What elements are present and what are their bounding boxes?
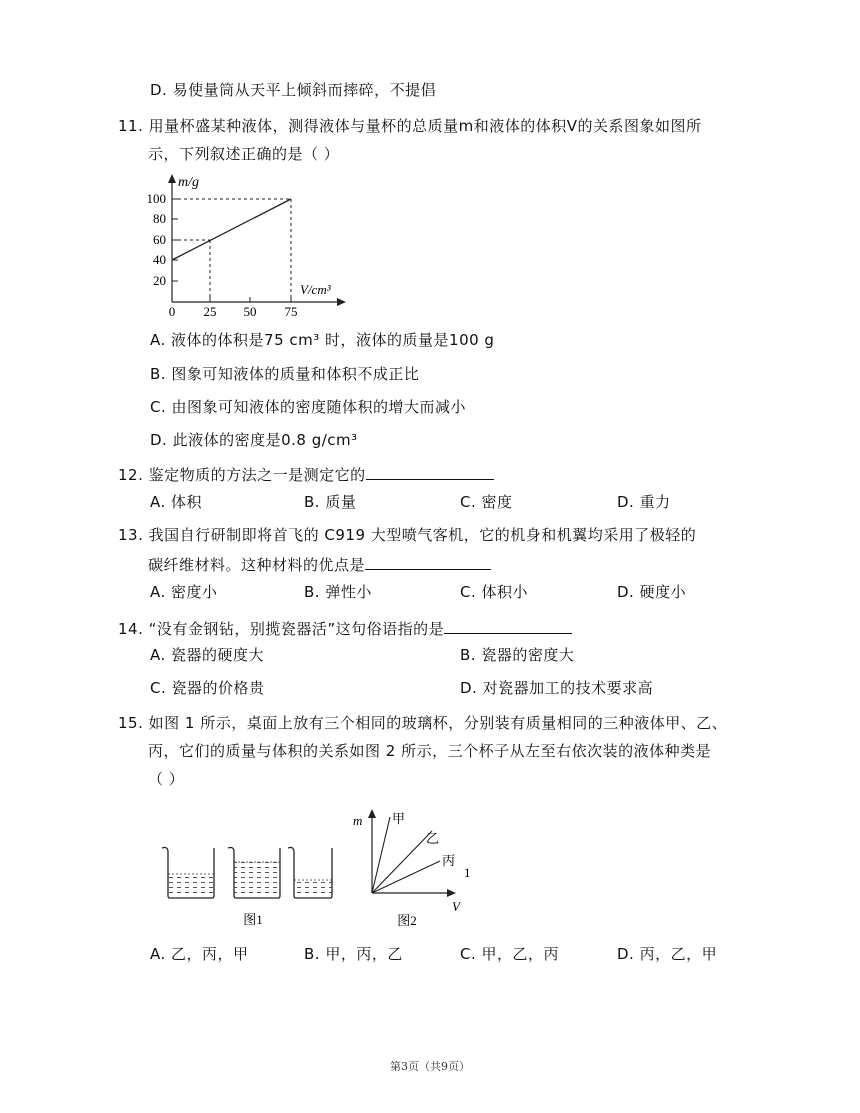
q10-option-d: D. 易使量筒从天平上倾斜而摔碎，不提倡 xyxy=(150,81,437,99)
q14-stem-text: “没有金钢钻，别揽瓷器活”这句俗语指的是 xyxy=(148,620,445,638)
q15-fig2-caption: 图2 xyxy=(397,913,417,928)
q11-x-label: V/cm³ xyxy=(300,282,331,297)
q15-figure-2 xyxy=(350,805,480,935)
q14-number: 14. xyxy=(118,620,144,638)
q11-xtick-0: 0 xyxy=(168,304,176,319)
q15-line-bing xyxy=(372,861,440,893)
q13-option-c[interactable]: C. 体积小 xyxy=(460,583,529,601)
q15-fig2-y-arrow-icon xyxy=(368,809,376,818)
q15-number: 15. xyxy=(118,714,144,732)
q12-option-c[interactable]: C. 密度 xyxy=(460,493,513,511)
q15-option-a[interactable]: A. 乙，丙，甲 xyxy=(150,945,249,963)
q14-answer-blank[interactable] xyxy=(444,617,572,634)
q11-stem-line1 xyxy=(118,116,702,136)
q13-option-d[interactable]: D. 硬度小 xyxy=(617,583,687,601)
q11-stem-text-1: 用量杯盛某种液体，测得液体与量杯的总质量m和液体的体积V的关系图象如图所 xyxy=(148,117,702,135)
q15-option-c[interactable]: C. 甲，乙，丙 xyxy=(460,945,560,963)
q12-option-b[interactable]: B. 质量 xyxy=(304,493,357,511)
q15-fig2-m: m xyxy=(353,813,363,828)
q15-stem-text-1: 如图 1 所示，桌面上放有三个相同的玻璃杯，分别装有质量相同的三种液体甲、乙、 xyxy=(148,714,728,732)
q13-stem-line2 xyxy=(148,553,491,575)
q14-option-a[interactable]: A. 瓷器的硬度大 xyxy=(150,646,265,664)
q15-option-b[interactable]: B. 甲，丙，乙 xyxy=(304,945,403,963)
beaker-2-icon xyxy=(228,848,280,899)
q13-stem-line1 xyxy=(118,525,696,545)
q11-option-a[interactable]: A. 液体的体积是75 cm³ 时，液体的质量是100 g xyxy=(150,331,495,349)
q14-option-d[interactable]: D. 对瓷器加工的技术要求高 xyxy=(460,679,654,697)
q15-line-jia xyxy=(372,817,390,893)
q14-stem xyxy=(118,617,572,639)
q11-graph xyxy=(140,170,360,320)
q15-fig2-x-arrow-icon xyxy=(447,889,456,897)
q11-ytick-40: 40 xyxy=(153,252,166,267)
q11-ytick-60: 60 xyxy=(153,232,166,247)
q15-fig2-v: V xyxy=(452,899,460,914)
q15-fig2-yi: 乙 xyxy=(426,831,440,846)
q11-option-d[interactable]: D. 此液体的密度是0.8 g/cm³ xyxy=(150,431,358,449)
q14-option-c[interactable]: C. 瓷器的价格贵 xyxy=(150,679,265,697)
q15-fig2-one: 1 xyxy=(464,865,471,880)
q11-xtick-75: 75 xyxy=(284,304,298,319)
q11-y-arrow-icon xyxy=(168,174,176,183)
q11-number: 11. xyxy=(118,117,144,135)
q11-xtick-25: 25 xyxy=(203,304,217,319)
q15-fig2-jia: 甲 xyxy=(392,811,406,826)
q11-ytick-20: 20 xyxy=(153,273,166,288)
q15-fig1-caption: 图1 xyxy=(243,912,263,927)
q11-ytick-80: 80 xyxy=(153,211,166,226)
q12-option-d[interactable]: D. 重力 xyxy=(617,493,671,511)
q13-stem-text-1: 我国自行研制即将首飞的 C919 大型喷气客机，它的机身和机翼均采用了极轻的 xyxy=(148,526,697,544)
q13-stem-text-2: 碳纤维材料。这种材料的优点是 xyxy=(148,556,366,574)
q15-option-d[interactable]: D. 丙，乙，甲 xyxy=(617,945,718,963)
q11-data-line xyxy=(172,199,291,260)
q11-option-c[interactable]: C. 由图象可知液体的密度随体积的增大而减小 xyxy=(150,398,467,416)
q14-option-b[interactable]: B. 瓷器的密度大 xyxy=(460,646,575,664)
q13-option-b[interactable]: B. 弹性小 xyxy=(304,583,372,601)
q11-y-label: m/g xyxy=(178,175,199,190)
q11-option-b[interactable]: B. 图象可知液体的质量和体积不成正比 xyxy=(150,365,420,383)
q11-x-arrow-icon xyxy=(337,298,346,306)
beaker-3-icon xyxy=(288,848,332,899)
q11-stem-line2: 示，下列叙述正确的是（ ） xyxy=(148,145,340,163)
page-footer: 第3页（共9页） xyxy=(390,1060,470,1073)
q12-option-a[interactable]: A. 体积 xyxy=(150,493,203,511)
q11-ytick-100: 100 xyxy=(146,191,166,206)
q12-answer-blank[interactable] xyxy=(366,463,494,480)
q13-number: 13. xyxy=(118,526,144,544)
q13-answer-blank[interactable] xyxy=(365,553,491,570)
q11-xtick-50: 50 xyxy=(243,304,257,319)
q13-option-a[interactable]: A. 密度小 xyxy=(150,583,218,601)
q15-fig2-bing: 丙 xyxy=(442,853,456,868)
q15-figure-1 xyxy=(160,840,340,935)
q12-stem-text: 鉴定物质的方法之一是测定它的 xyxy=(148,466,366,484)
q12-stem xyxy=(118,463,494,485)
beaker-1-icon xyxy=(162,848,214,899)
q15-line-yi xyxy=(372,831,432,893)
q15-stem-line3: （ ） xyxy=(148,770,185,788)
q15-stem-line2: 丙，它们的质量与体积的关系如图 2 所示，三个杯子从左至右依次装的液体种类是 xyxy=(148,742,712,760)
q12-number: 12. xyxy=(118,466,144,484)
q15-stem-line1 xyxy=(118,713,727,733)
